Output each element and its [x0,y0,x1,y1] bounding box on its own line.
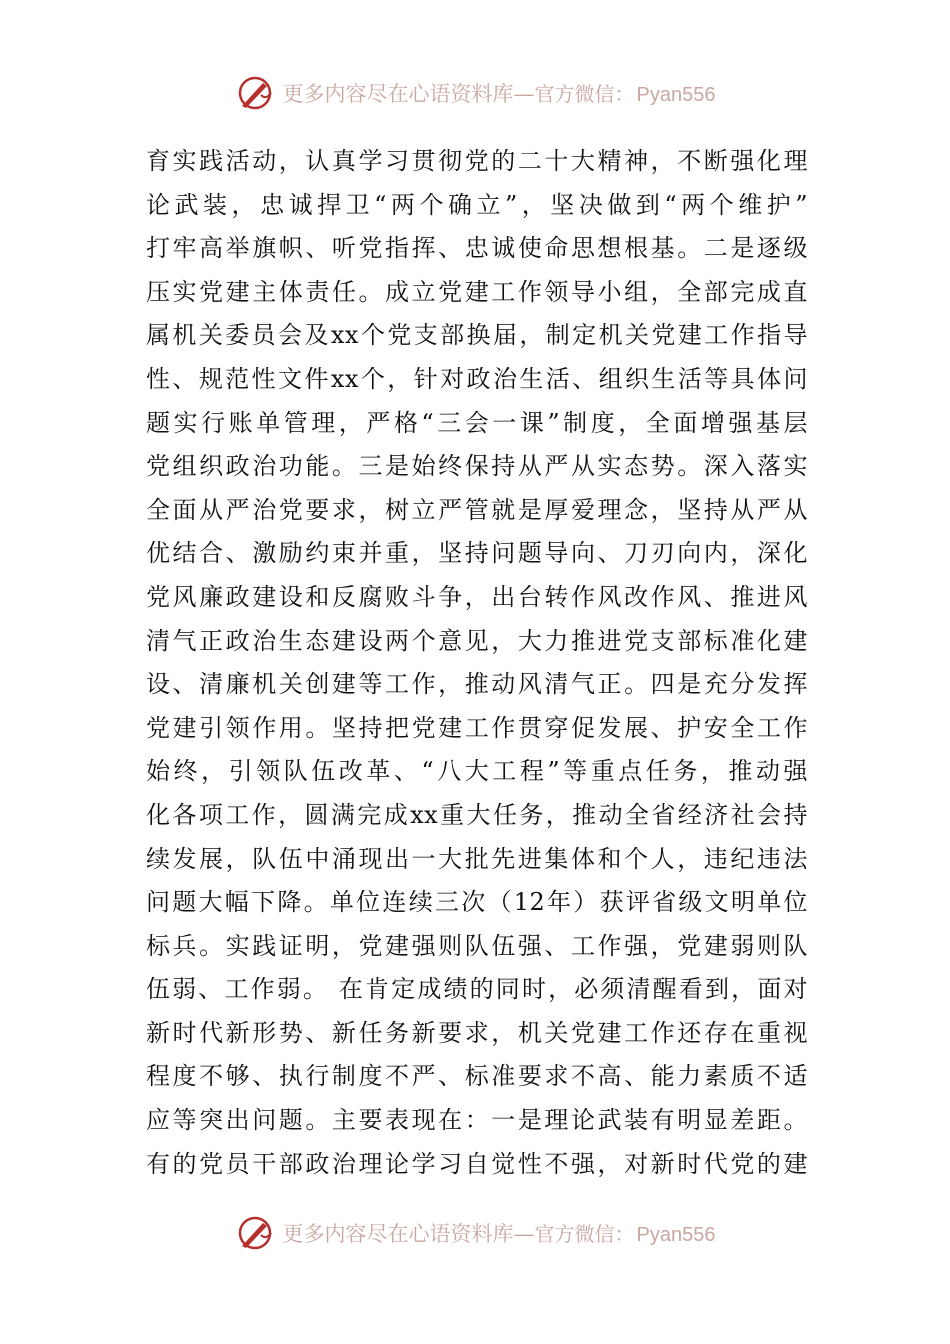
body-line: 党组织政治功能。三是始终保持从严从实态势。深入落实 [146,452,808,481]
body-line: 清气正政治生态建设两个意见，大力推进党支部标准化建 [146,626,808,655]
body-line: 化各项工作，圆满完成xx重大任务，推动全省经济社会持 [146,800,808,829]
pen-circle-logo-icon [235,73,275,113]
body-line: 有的党员干部政治理论学习自觉性不强，对新时代党的建 [146,1149,808,1178]
body-line: 党风廉政建设和反腐败斗争，出台转作风改作风、推进风 [146,582,808,611]
body-line: 育实践活动，认真学习贯彻党的二十大精神，不断强化理 [146,147,808,175]
body-line: 属机关委员会及xx个党支部换届，制定机关党建工作指导 [146,321,808,350]
body-line: 打牢高举旗帜、听党指挥、忠诚使命思想根基。二是逐级 [146,234,808,263]
footer-banner [0,1208,950,1258]
body-line: 新时代新形势、新任务新要求，机关党建工作还存在重视 [146,1018,808,1047]
body-line: 设、清廉机关创建等工作，推动风清气正。四是充分发挥 [146,670,808,699]
header-wechat-id: Pyan556 [636,84,716,106]
body-line: 党建引领作用。坚持把党建工作贯穿促发展、护安全工作 [146,713,808,742]
footer-wechat-id: Pyan556 [636,1224,716,1246]
body-line: 优结合、激励约束并重，坚持问题导向、刀刃向内，深化 [146,539,808,568]
body-line: 压实党建主体责任。成立党建工作领导小组，全部完成直 [146,277,808,306]
body-line: 标兵。实践证明，党建强则队伍强、工作强，党建弱则队 [146,931,808,960]
footer-brand: 更多内容尽在心语资料库 [282,1222,514,1246]
body-line: 全面从严治党要求，树立严管就是厚爱理念，坚持从严从 [146,495,808,524]
header-dash: — [513,82,535,106]
body-line: 程度不够、执行制度不严、标准要求不高、能力素质不适 [146,1062,808,1091]
document-body [146,140,808,1186]
body-line: 续发展，队伍中涌现出一大批先进集体和个人，违纪违法 [146,844,808,873]
body-line: 问题大幅下降。单位连续三次（12年）获评省级文明单位 [146,888,808,917]
body-line: 应等突出问题。主要表现在：一是理论武装有明显差距。 [146,1106,808,1135]
footer-dash: — [513,1222,535,1246]
header-banner [0,68,950,118]
pen-circle-logo-icon [235,1213,275,1253]
footer-wechat-label: 官方微信： [534,1222,635,1246]
header-brand: 更多内容尽在心语资料库 [282,82,514,106]
body-line: 论武装，忠诚捍卫“两个确立”，坚决做到“两个维护” [146,190,808,219]
header-wechat-label: 官方微信： [534,82,635,106]
body-line: 伍弱、工作弱。 在肯定成绩的同时，必须清醒看到，面对 [146,975,808,1004]
body-line: 始终，引领队伍改革、“八大工程”等重点任务，推动强 [146,757,808,786]
body-line: 题实行账单管理，严格“三会一课”制度，全面增强基层 [146,408,808,437]
body-line: 性、规范性文件xx个，针对政治生活、组织生活等具体问 [146,364,808,393]
